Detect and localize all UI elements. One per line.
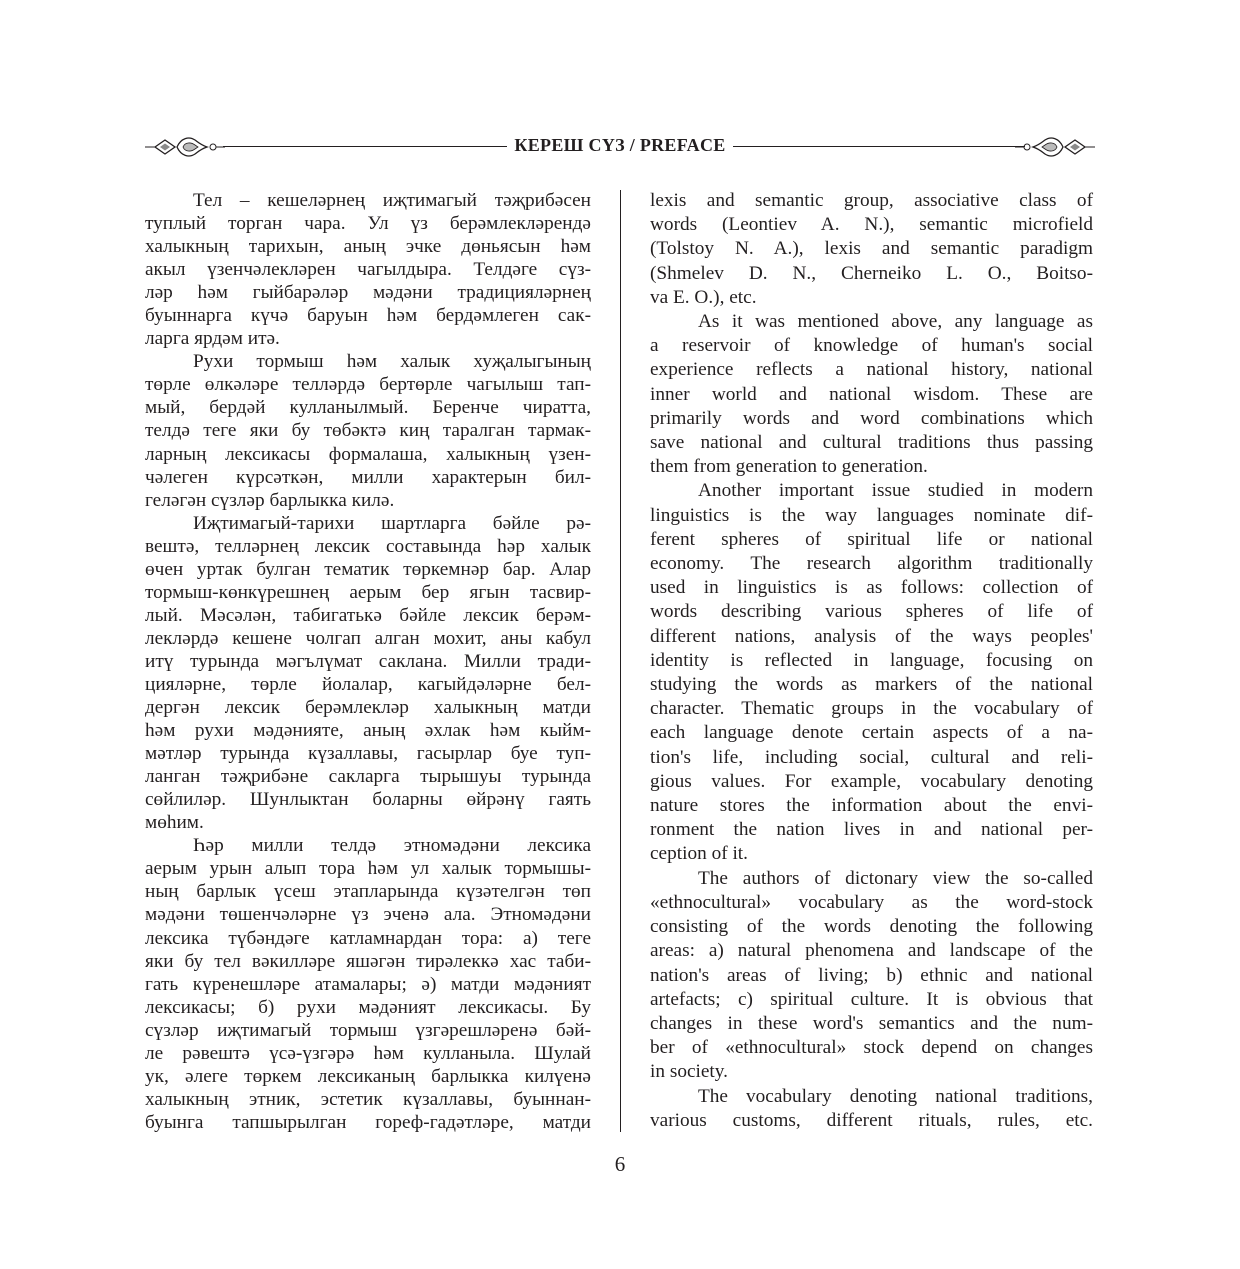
text-line: nation's areas of living; b) ethnic and national [650,964,1093,986]
paragraph [650,189,1093,310]
text-line: сүзләр иҗтимагый тормыш үзгәрешләренә бәй- [145,1019,591,1041]
text-line: итү турында мәгълүмат саклана. Милли тради- [145,650,591,672]
text-line: халыкның этник, эстетик күзаллавы, буыннан- [145,1088,591,1110]
text-line: (Shmelev D. N., Cherneiko L. O., Boitso- [650,262,1093,284]
text-line: туплый торган чара. Ул үз берәмлекләрендә [145,213,591,235]
paragraph [650,1085,1093,1133]
text-line: дергән лексик берәмлекләр халыкның матди [145,697,591,719]
text-line: лекләрдә кешене чолгап алган мохит, аны кабул [145,627,591,649]
text-line: changes in these word's semantics and the num- [650,1012,1093,1034]
text-line: ук, әлеге төркем лексиканың барлыкка килүенә [145,1065,591,1087]
text-line: вештә, телләрнең лексик составында һәр халык [145,535,591,557]
text-line: inner world and national wisdom. These are [650,383,1093,405]
text-line: each language denote certain aspects of a na- [650,722,1093,744]
column-divider [620,190,621,1132]
text-line: linguistics is the way languages nominate dif- [650,504,1093,526]
text-line: цияләрне, төрле йолалар, кагыйдәләрне бел- [145,673,591,695]
text-line: identity is reflected in language, focusing on [650,649,1093,671]
text-line: various customs, different rituals, rules, etc. [650,1109,1093,1131]
text-line: ләр һәм гыйбарәләр мәдәни традицияләрнең [145,282,591,304]
text-line: different nations, analysis of the ways peoples' [650,625,1093,647]
text-line: лексикасы; б) рухи мәдәният лексикасы. Бу [145,996,591,1018]
text-line: ларга ярдәм итә. [145,328,280,350]
text-line: va E. O.), etc. [650,286,757,308]
ornament-right-icon [1015,134,1095,160]
text-line: areas: a) natural phenomena and landscape of the [650,940,1093,962]
text-line: һәм рухи мәдәнияте, аның әхлак һәм кыйм- [145,720,591,742]
text-line: them from generation to generation. [650,456,928,478]
running-header [145,132,1095,162]
text-line: ланган тәҗрибәне сакларга тырышуы турында [145,766,591,788]
text-line: мөһим. [145,812,204,834]
text-line: consisting of the words denoting the following [650,916,1093,938]
text-line: lexis and semantic group, associative class of [650,190,1093,211]
text-line: ferent spheres of spiritual life or national [650,528,1093,550]
text-line: save national and cultural traditions thus passing [650,432,1093,454]
text-line: Һәр милли телдә этномәдәни лексика [193,835,591,857]
text-line: a reservoir of knowledge of human's social [650,335,1093,357]
text-line: гать күренешләре атамалары; ә) матди мәдәният [145,973,591,995]
text-line: ларның лексикасы формалаша, халыкның үзен- [145,443,591,465]
paragraph [145,350,591,511]
text-line: халыкның тарихын, аның эчке дөньясын һәм [145,236,591,258]
text-line: акыл үзенчәлекләрен чагылдыра. Телдәге сүз- [145,259,591,281]
text-line: лый. Мәсәлән, табигатькә бәйле лексик берәм- [145,604,591,626]
tatar-text-column [145,189,591,1134]
text-line: төрле өлкәләре телләрдә бертөрле чагылыш тап- [145,374,591,396]
text-line: used in linguistics is as follows: collection of [650,577,1093,599]
text-line: words describing various spheres of life of [650,601,1093,623]
text-line: ception of it. [650,843,748,865]
paragraph [145,834,591,1134]
paragraph [145,512,591,835]
text-line: in society. [650,1061,728,1083]
text-line: Another important issue studied in modern [698,480,1093,502]
text-line: words (Leontiev A. N.), semantic microfield [650,214,1093,236]
text-line: tion's life, including social, cultural and reli- [650,746,1093,768]
text-line: өчен уртак булган тематик төркемнәр бар. Алар [145,558,591,580]
text-line: primarily words and word combinations which [650,407,1093,429]
text-line: буынга тапшырылган гореф-гадәтләре, матди [145,1111,591,1133]
header-title: КЕРЕШ СҮЗ / PREFACE [507,135,732,155]
text-line: ле рәвештә үсә-үзгәрә һәм кулланыла. Шулай [145,1042,591,1064]
text-line: The vocabulary denoting national traditions, [698,1085,1093,1107]
text-line: аерым урын алып тора һәм ул халык тормышы- [145,858,591,880]
text-line: яки бу тел вәкилләре яшәгән тирәлеккә хас таби- [145,950,591,972]
text-line: мәтләр турында күзаллавы, гасырлар буе туп- [145,743,591,765]
text-line: ronment the nation lives in and national per- [650,819,1093,841]
text-line: тормыш-көнкүрешнең аерым бер ягын тасвир- [145,581,591,603]
text-line: лексика түбәндәге катламнардан тора: а) теге [145,927,591,949]
text-line: Рухи тормыш һәм халык хуҗалыгының [193,351,591,373]
paragraph [145,189,591,350]
text-line: мәдәни төшенчәләрне үз эченә ала. Этномәдәни [145,904,591,926]
paragraph [650,310,1093,479]
text-line: artefacts; c) spiritual culture. It is obvious that [650,988,1093,1010]
text-line: ның барлык үсеш этапларында күзәтелгән төп [145,881,591,903]
text-line: studying the words as markers of the national [650,674,1093,696]
english-text-column [650,189,1093,1133]
text-line: (Tolstoy N. A.), lexis and semantic paradigm [650,238,1093,260]
text-line: «ethnocultural» vocabulary as the word-stock [650,891,1093,913]
text-line: сөйлиләр. Шунлыктан боларны өйрәнү гаять [145,789,591,811]
text-line: ber of «ethnocultural» stock depend on changes [650,1037,1093,1059]
page-number: 6 [614,1152,626,1176]
text-line: The authors of dictonary view the so-called [698,867,1093,889]
text-line: nature stores the information about the envi- [650,795,1093,817]
text-line: чәлеген күрсәткән, милли характерын бил- [145,466,591,488]
text-line: experience reflects a national history, national [650,359,1093,381]
text-line: As it was mentioned above, any language as [698,311,1093,333]
text-line: Тел – кешеләрнең иҗтимагый тәҗрибәсен [193,190,591,211]
paragraph [650,867,1093,1085]
text-line: геләгән сүзләр барлыкка килә. [145,489,395,511]
text-line: телдә теге яки бу төбәктә киң таралган тармак- [145,420,591,442]
text-line: character. Thematic groups in the vocabulary of [650,698,1093,720]
text-line: economy. The research algorithm traditionally [650,553,1093,575]
text-line: мый, бердәй кулланылмый. Беренче чиратта, [145,397,591,419]
text-line: Иҗтимагый-тарихи шартларга бәйле рә- [193,512,591,534]
text-line: буыннарга күчә баруын һәм бердәмлеген сак- [145,305,591,327]
paragraph [650,479,1093,866]
header-rule-right [733,146,1025,147]
text-line: gious values. For example, vocabulary denoting [650,770,1093,792]
